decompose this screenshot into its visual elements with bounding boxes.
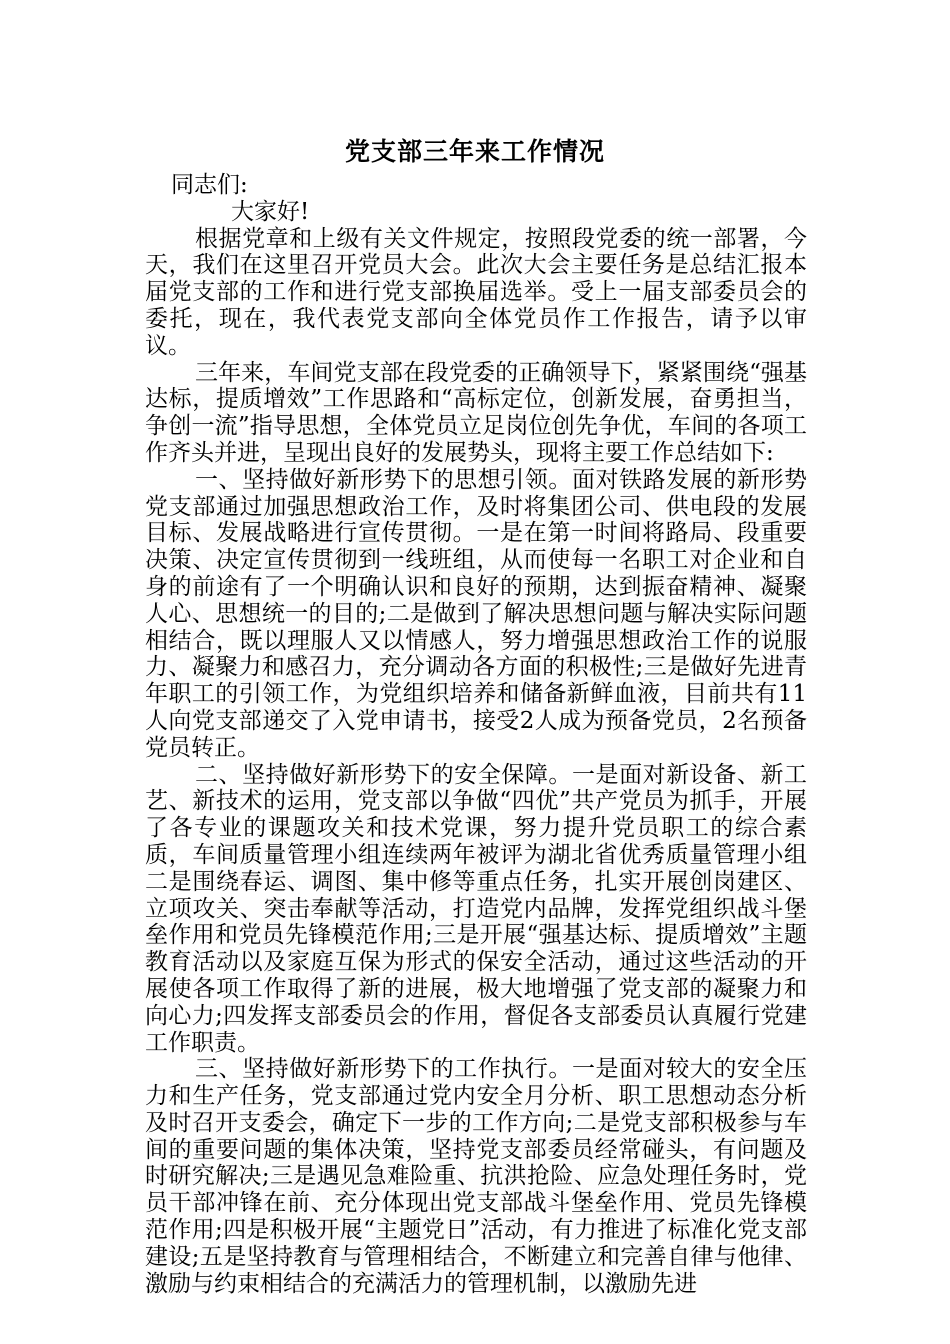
paragraph-section-1: 一、坚持做好新形势下的思想引领。面对铁路发展的新形势党支部通过加强思想政治工作，及时将集团公司、供电段的发展目标、发展战略进行宣传贯彻。一是在第一时间将路局、段重要决策、决定宣传贯彻到一线班组，从而使每一名职工对企业和自身的前途有了一个明确认识和良好的预期，达到振奋精神、凝聚人心、思想统一的目的;二是做到了解决思想问题与解决实际问题相结合，既以理服人又以情感人，努力增强思想政治工作的说服力、凝聚力和感召力，充分调动各方面的积极性;三是做好先进青年职工的引领工作，为党组织培养和储备新鲜血液，目前共有11人向党支部递交了入党申请书，接受2人成为预备党员，2名预备党员转正。	[145, 466, 807, 761]
paragraph-intro: 根据党章和上级有关文件规定，按照段党委的统一部署，今天，我们在这里召开党员大会。此次大会主要任务是总结汇报本届党支部的工作和进行党支部换届选举。受上一届支部委员会的委托，现在，我代表党支部向全体党员作工作报告，请予以审议。	[145, 225, 807, 359]
paragraph-section-3: 三、坚持做好新形势下的工作执行。一是面对较大的安全压力和生产任务，党支部通过党内安全月分析、职工思想动态分析及时召开支委会，确定下一步的工作方向;二是党支部积极参与车间的重要问题的集体决策，坚持党支部委员经常碰头，有问题及时研究解决;三是遇见急难险重、抗洪抢险、应急处理任务时，党员干部冲锋在前、充分体现出党支部战斗堡垒作用、党员先锋模范作用;四是积极开展“主题党日”活动，有力推进了标准化党支部建设;五是坚持教育与管理相结合，不断建立和完善自律与他律、激励与约束相结合的充满活力的管理机制，以激励先进	[145, 1056, 807, 1297]
paragraph-section-2: 二、坚持做好新形势下的安全保障。一是面对新设备、新工艺、新技术的运用，党支部以争做“四优”共产党员为抓手，开展了各专业的课题攻关和技术党课，努力提升党员职工的综合素质，车间质量管理小组连续两年被评为湖北省优秀质量管理小组二是围绕春运、调图、集中修等重点任务，扎实开展创岗建区、立项攻关、突击奉献等活动，打造党内品牌，发挥党组织战斗堡垒作用和党员先锋模范作用;三是开展“强基达标、提质增效”主题教育活动以及家庭互保为形式的保安全活动，通过这些活动的开展使各项工作取得了新的进展，极大地增强了党支部的凝聚力和向心力;四发挥支部委员会的作用，督促各支部委员认真履行党建工作职责。	[145, 761, 807, 1056]
greeting: 大家好!	[231, 198, 310, 225]
document-body	[145, 172, 807, 1297]
document-title: 党支部三年来工作情况	[344, 137, 605, 166]
salutation: 同志们:	[171, 172, 248, 198]
paragraph-overview: 三年来，车间党支部在段党委的正确领导下，紧紧围绕“强基达标，提质增效”工作思路和“高标定位，创新发展，奋勇担当，争创一流”指导思想，全体党员立足岗位创先争优，车间的各项工作齐头并进，呈现出良好的发展势头，现将主要工作总结如下:	[145, 359, 807, 466]
